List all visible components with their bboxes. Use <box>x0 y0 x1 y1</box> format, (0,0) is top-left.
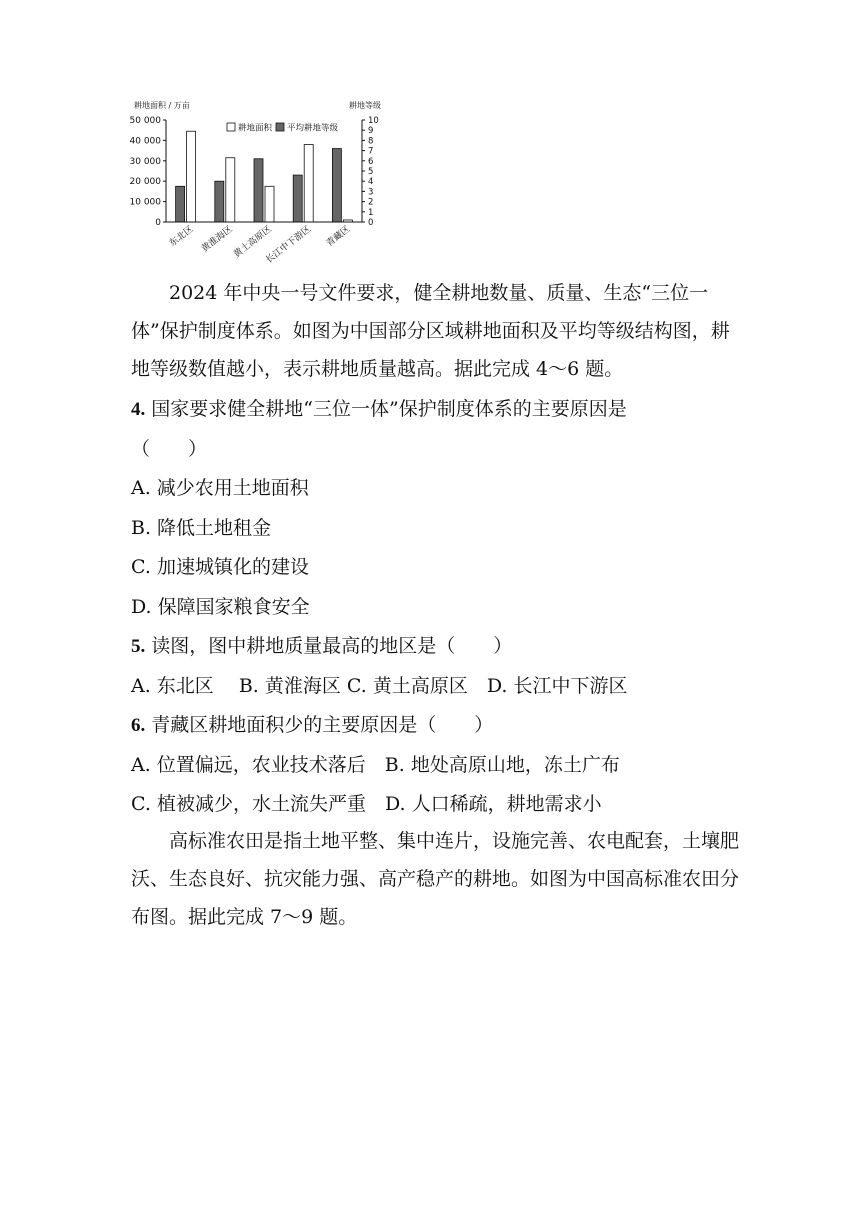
y-left-tick-label: 20 000 <box>129 177 161 188</box>
question-6-stem: 青藏区耕地面积少的主要原因是（ ） <box>151 714 494 736</box>
question-4-stem: 国家要求健全耕地“三位一体”保护制度体系的主要原因是 <box>151 398 627 420</box>
intro2-line-3: 准农田分布图。据此完成 7～9 题。 <box>131 868 740 928</box>
question-6-options-row-2: C. 植被减少，水土流失严重 D. 人口稀疏，耕地需求小 <box>131 793 602 815</box>
bar-avg-grade <box>176 186 185 222</box>
question-4 <box>131 390 741 430</box>
x-tick-label: 黄淮海区 <box>200 224 235 255</box>
intro-line-3: 图，耕地等级数值越小，表示耕地质量越高。据此完成 4～6 题。 <box>131 320 730 380</box>
bar-farmland-area <box>226 158 235 222</box>
y-right-tick-label: 4 <box>368 177 374 188</box>
question-4-option-d: D. 保障国家粮食安全 <box>131 595 310 618</box>
bar-farmland-area <box>265 186 274 222</box>
intro2-line-2: 壤肥沃、生态良好、抗灾能力强、高产稳产的耕地。如图为中国高标 <box>131 830 740 890</box>
question-6-number: 6. <box>131 715 146 736</box>
intro-line-1: 2024 年中央一号文件要求，健全耕地数量、质量、生态“三位 <box>169 282 690 304</box>
legend-label-grade: 平均耕地等级 <box>287 123 339 134</box>
x-tick-label: 黄土高原区 <box>232 224 274 261</box>
farmland-chart <box>120 96 410 268</box>
legend-swatch-grade <box>276 123 284 131</box>
y-right-tick-label: 9 <box>368 126 374 137</box>
bar-avg-grade <box>293 175 302 222</box>
question-4-option-c: C. 加速城镇化的建设 <box>131 556 309 578</box>
y-right-tick-label: 3 <box>368 187 374 198</box>
y-right-tick-label: 6 <box>368 156 374 167</box>
legend-swatch-area <box>227 123 235 131</box>
y-left-tick-label: 10 000 <box>129 197 161 208</box>
bar-avg-grade <box>332 149 341 222</box>
y-left-label: 耕地面积 / 万亩 <box>134 101 190 110</box>
y-left-tick-label: 30 000 <box>129 156 161 167</box>
question-6 <box>131 706 741 746</box>
question-4-option-a: A. 减少农用土地面积 <box>131 477 309 499</box>
x-tick-label: 东北区 <box>168 224 196 249</box>
y-right-label: 耕地等级 <box>349 101 381 110</box>
y-right-tick-label: 5 <box>368 167 374 177</box>
question-5 <box>131 627 741 667</box>
y-left-tick-label: 40 000 <box>129 136 161 147</box>
intro-paragraph <box>131 274 741 388</box>
question-5-options: A. 东北区 B. 黄淮海区 C. 黄土高原区 D. 长江中下游区 <box>131 674 628 697</box>
question-4-option-b: B. 降低土地租金 <box>131 516 272 539</box>
intro2-line-1: 高标准农田是指土地平整、集中连片，设施完善、农电配套，土 <box>169 830 702 852</box>
legend-label-area: 耕地面积 <box>238 123 273 134</box>
y-left-tick-label: 0 <box>155 218 161 228</box>
y-right-tick-label: 0 <box>368 218 374 228</box>
y-right-tick-label: 2 <box>368 197 374 208</box>
bar-avg-grade <box>254 159 263 222</box>
bar-avg-grade <box>215 181 224 222</box>
question-4-answer-paren: （ ） <box>131 437 208 460</box>
y-right-tick-label: 7 <box>368 146 374 157</box>
y-right-tick-label: 8 <box>368 136 374 147</box>
question-5-number: 5. <box>131 636 146 657</box>
y-right-tick-label: 1 <box>368 207 374 218</box>
intro2-paragraph <box>131 822 741 936</box>
question-6-options-row-1: A. 位置偏远，农业技术落后 B. 地处高原山地，冻土广布 <box>131 753 620 776</box>
bar-farmland-area <box>304 144 313 222</box>
question-5-stem: 读图，图中耕地质量最高的地区是（ ） <box>151 635 513 657</box>
question-4-number: 4. <box>131 399 146 420</box>
bar-farmland-area <box>187 131 196 222</box>
y-left-tick-label: 50 000 <box>129 116 161 126</box>
y-right-tick-label: 10 <box>368 116 379 126</box>
x-tick-label: 长江中下游区 <box>264 224 314 266</box>
intro-line-2: 一体”保护制度体系。如图为中国部分区域耕地面积及平均等级结构 <box>131 282 709 342</box>
x-tick-label: 青藏区 <box>324 224 353 249</box>
